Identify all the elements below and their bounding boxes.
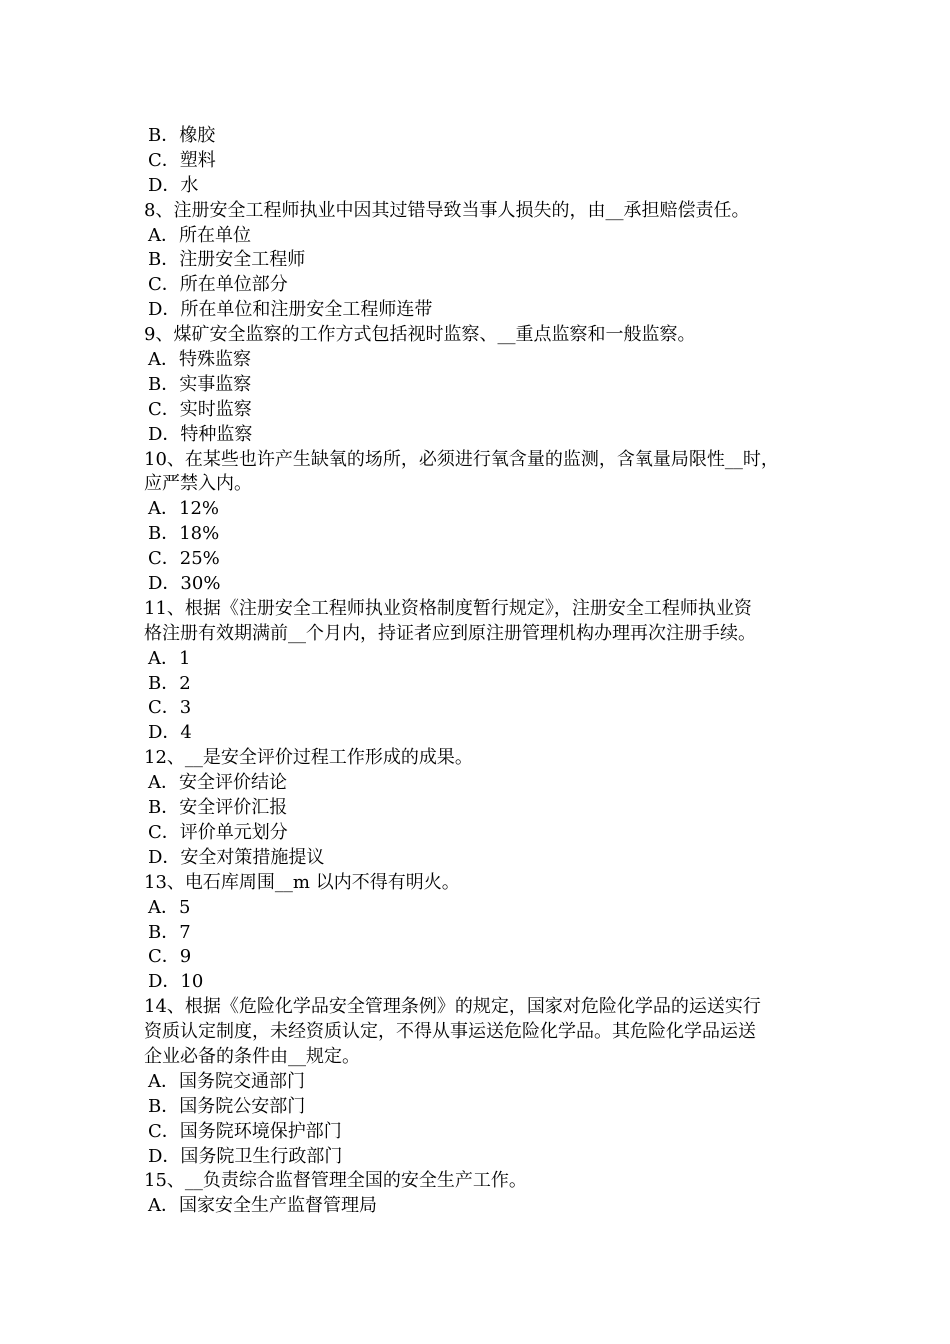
question-9	[144, 323, 824, 447]
option-item: A．5	[148, 896, 191, 918]
question-text: 10、在某些也许产生缺氧的场所，必须进行氧含量的监测，含氧量局限性__时，	[144, 448, 779, 470]
option-item: D．安全对策措施提议	[148, 846, 325, 868]
question-text: 12、__是安全评价过程工作形成的成果。	[144, 747, 473, 769]
option-item: D．特种监察	[148, 423, 253, 445]
question-text: 资质认定制度，未经资质认定，不得从事运送危险化学品。其危险化学品运送	[144, 1021, 756, 1043]
option-item: A．安全评价结论	[148, 772, 287, 794]
question-8	[144, 199, 824, 323]
question-text: 企业必备的条件由__规定。	[144, 1045, 360, 1067]
option-item: C．实时监察	[148, 398, 252, 420]
option-item: D．所在单位和注册安全工程师连带	[148, 299, 433, 321]
question-text: 格注册有效期满前__个月内，持证者应到原注册管理机构办理再次注册手续。	[144, 622, 756, 644]
question-text: 13、电石库周围__m 以内不得有明火。	[144, 871, 460, 893]
option-item: D．4	[148, 722, 192, 744]
option-item: A．国务院交通部门	[148, 1070, 305, 1092]
option-item: D．水	[148, 174, 199, 196]
option-item: D．国务院卫生行政部门	[148, 1145, 343, 1167]
document-page	[144, 124, 824, 1219]
question-12	[144, 746, 824, 870]
option-item: B．注册安全工程师	[148, 249, 306, 271]
question-13	[144, 871, 824, 995]
question-10	[144, 448, 824, 597]
option-item: B．安全评价汇报	[148, 797, 288, 819]
leading-options	[144, 124, 824, 199]
question-text: 14、根据《危险化学品安全管理条例》的规定，国家对危险化学品的运送实行	[144, 996, 761, 1018]
option-item: A．12%	[148, 498, 220, 520]
option-item: A．国家安全生产监督管理局	[148, 1195, 377, 1217]
question-14	[144, 995, 824, 1169]
option-item: B．国务院公安部门	[148, 1095, 306, 1117]
option-item: D．10	[148, 971, 204, 993]
question-15	[144, 1169, 824, 1219]
question-text: 11、根据《注册安全工程师执业资格制度暂行规定》，注册安全工程师执业资	[144, 597, 752, 619]
option-item: B．实事监察	[148, 373, 252, 395]
question-11	[144, 597, 824, 746]
option-item: C．25%	[148, 548, 220, 570]
option-item: C．9	[148, 946, 192, 968]
option-item: B．7	[148, 921, 191, 943]
option-item: C．所在单位部分	[148, 274, 288, 296]
question-text: 9、煤矿安全监察的工作方式包括视时监察、__重点监察和一般监察。	[144, 324, 696, 346]
option-item: B．18%	[148, 523, 220, 545]
option-item: C．国务院环境保护部门	[148, 1120, 342, 1142]
option-item: C．3	[148, 697, 192, 719]
option-item: A．1	[148, 647, 191, 669]
option-item: B．橡胶	[148, 125, 216, 146]
question-text: 应严禁入内。	[144, 473, 252, 495]
option-item: A．所在单位	[148, 224, 251, 246]
option-item: A．特殊监察	[148, 349, 251, 371]
question-text: 15、__负责综合监督管理全国的安全生产工作。	[144, 1170, 527, 1192]
question-text: 8、注册安全工程师执业中因其过错导致当事人损失的，由__承担赔偿责任。	[144, 199, 750, 221]
option-item: C．评价单元划分	[148, 821, 288, 843]
option-item: D．30%	[148, 573, 221, 595]
option-item: C．塑料	[148, 149, 216, 171]
option-item: B．2	[148, 672, 191, 694]
